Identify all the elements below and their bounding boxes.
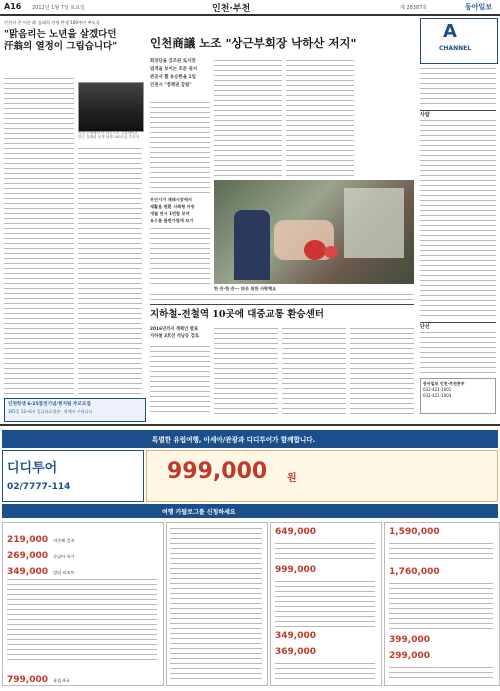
ad2-text [275, 541, 375, 561]
banner-line2: 365일 12~6시 일급유료개관 · 학예사 구합니다 [8, 409, 93, 414]
ad2-col3 [384, 522, 500, 686]
page-date: 2012년 1월 7일 토요일 [32, 5, 85, 11]
ad1-phone: 02/7777-114 [7, 482, 71, 492]
story1-headline-1: "맑음리는 노년을 살겠다던 [4, 29, 117, 40]
story2-body-col0 [150, 100, 210, 196]
issue-number: 제 28387호 [400, 5, 428, 11]
briefs-body [420, 330, 496, 375]
channel-body [420, 66, 496, 106]
deal-price: 269,000 [7, 551, 48, 561]
contact-label: 동아일보 인천·부천본부 [423, 381, 465, 386]
deal-text [7, 577, 157, 663]
ad1-top-line: 특별한 유럽여행, 아세아/관광과 디디투어가 함께합니다. [152, 436, 316, 444]
story3-body-col3 [350, 326, 414, 414]
deal-price: 799,000 [7, 675, 48, 685]
story2-deck-line: 인천시 "정책권 감됨" [150, 83, 192, 88]
channel-letter: A [443, 21, 457, 42]
ad1-price-main: 999,000 [167, 459, 268, 484]
story2-deck [150, 58, 210, 90]
story2-photo [214, 180, 414, 284]
story2-caption-lines [150, 292, 414, 300]
ad2-price: 999,000 [275, 565, 316, 575]
story2-deck-line: 관공서 뽑 유승한을 1일 [150, 75, 196, 80]
story1-body-col2 [78, 146, 142, 396]
story2-headline: 인천商議 노조 "상근부회장 낙하산 저지" [150, 36, 357, 50]
contact-box [420, 378, 496, 414]
story3-body-col2 [282, 326, 346, 414]
banner-line1: 인천학생 6·25참전기념/현지팀 추모모집 [8, 402, 91, 407]
ad2-text [389, 541, 493, 563]
story2-deck-line: 회장단을 강조된 토지장 [150, 59, 196, 64]
section-title: 인천·부천 [212, 4, 251, 14]
deal-price: 349,000 [7, 567, 48, 577]
sidebar-heading: 사람 [420, 110, 496, 118]
deal-row [7, 559, 157, 578]
story2-deck2 [150, 196, 210, 224]
story1-photo [78, 82, 144, 132]
deal-label: 유럽 4국 [53, 678, 70, 683]
deal-label: 발리 리조트 [53, 570, 75, 575]
story2-deck2-line: 개월 연시 1번할 보여 [150, 211, 190, 216]
ad-divider [0, 424, 500, 426]
ad1-brand-box [2, 450, 144, 502]
ad1-brand: 디디투어 [7, 461, 58, 476]
ad2-price: 399,000 [389, 635, 430, 645]
page-number: A16 [4, 2, 22, 11]
page-header [0, 0, 500, 16]
ad2-col1 [166, 522, 268, 686]
channel-title: CHANNEL [439, 45, 472, 52]
story3 [150, 304, 414, 321]
contact-fax: 032-421-1003 [423, 393, 452, 398]
story3-deck [150, 326, 210, 340]
ad1-promo [146, 450, 498, 502]
newspaper-name: 동아일보 [465, 3, 493, 11]
story3-deck-line: 지하철 3호선 석남등 검토 [150, 334, 199, 339]
story2-body-col1 [214, 58, 282, 176]
story2-deck-line: 엄격을 보이는 조문 권서 [150, 67, 198, 72]
ad1-bottom-text: 여행 카탈로그를 신청하세요 [162, 509, 236, 516]
deal-label: 동남아 특가 [53, 554, 75, 559]
deal-row [7, 667, 157, 686]
story1-body-col1 [4, 76, 74, 396]
briefs-heading: 단신 [420, 322, 496, 330]
ad2-col2 [270, 522, 382, 686]
deal-label: 지중해 일주 [53, 538, 75, 543]
story2-deck2-line: 부산시가 재래시장에서 [150, 197, 192, 202]
ad1-price-unit: 원 [287, 473, 297, 484]
ad2-text [389, 581, 493, 631]
story3-deck-line: 2016년까지 계획안 발표 [150, 327, 199, 332]
ad2-price: 299,000 [389, 651, 430, 661]
story1-kicker: 인천의 큰 어른 故 김태희 선생 탄생 100주년 추모식 [4, 20, 100, 25]
story2 [150, 36, 420, 50]
ad2-col1-text [170, 526, 262, 682]
ad1-top-band [2, 430, 498, 448]
story2-photo-caption: 한 잔·한 잔··· 따듯 위한 사랑해요 [214, 286, 277, 291]
contact-phone: 032-421-1001 [423, 387, 452, 392]
ad2-text [275, 579, 375, 627]
sidebar-body [420, 118, 496, 318]
ad2-price: 1,590,000 [389, 527, 440, 537]
story1-headline-2: 汗翁의 열정이 그립습니다" [4, 41, 118, 52]
ad1-bottom-band [2, 504, 498, 518]
story2-deck2-line: 재활용 변환 사례형 아동 [150, 204, 195, 209]
story2-deck2-line: 유으롭 불면가볍게 보기 [150, 218, 194, 223]
story2-body-col2 [286, 58, 354, 176]
deal-price: 219,000 [7, 535, 48, 545]
story1-photo-caption: 인천 부평에서 큰 어른으로 추앙받아온 한근 김태희 선생 탄생 100주년 추모식 [78, 131, 140, 140]
story1 [4, 20, 144, 53]
ad2-price: 1,760,000 [389, 567, 440, 577]
ad2-price: 349,000 [275, 631, 316, 641]
ad2-price: 649,000 [275, 527, 316, 537]
story3-body-col0 [150, 344, 210, 414]
banner [4, 398, 146, 422]
story2-body-col0b [150, 226, 210, 286]
ad2-price: 369,000 [275, 647, 316, 657]
ad2-text [389, 665, 493, 681]
ad1-deals [2, 522, 164, 686]
ad2-text [275, 661, 375, 681]
channel-box [420, 18, 498, 64]
story3-body-col1 [214, 326, 278, 414]
story3-headline: 지하철-전철역 10곳에 대중교통 환승센터 [150, 309, 324, 320]
